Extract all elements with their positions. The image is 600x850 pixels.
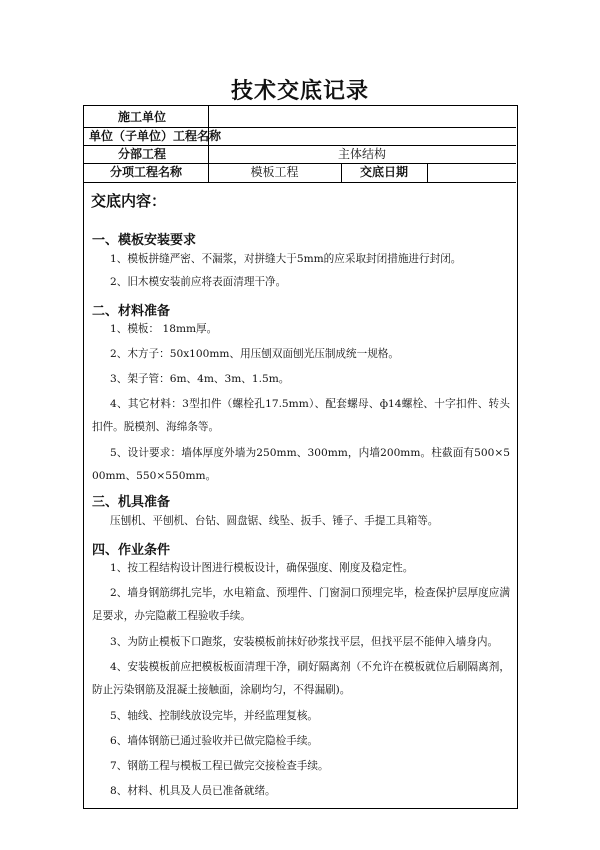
list-item: 5、设计要求：墙体厚度外墙为250mm、300mm，内墙200mm。柱截面有500×500mm、550×550mm。 (92, 447, 510, 482)
list-item: 1、模板拼缝严密、不漏浆，对拼缝大于5mm的应采取封闭措施进行封闭。 (110, 253, 462, 265)
disclosure-date-label: 交底日期 (359, 165, 408, 179)
division-value: 主体结构 (337, 147, 386, 161)
list-item: 7、钢筋工程与模板工程已做完交接检查手续。 (110, 760, 329, 772)
page-title: 技术交底记录 (230, 79, 369, 104)
subitem-value: 模板工程 (250, 165, 299, 179)
list-item: 6、墙体钢筋已通过验收并已做完隐检手续。 (110, 735, 319, 747)
list-item: 2、木方子：50x100mm、用压刨双面刨光压制成统一规格。 (110, 348, 399, 360)
list-item: 5、轴线、控制线放设完毕，并经监理复核。 (110, 710, 319, 722)
list-item: 1、按工程结构设计图进行模板设计，确保强度、刚度及稳定性。 (110, 562, 414, 574)
section-heading: 三、机具准备 (92, 495, 171, 510)
section-heading: 二、材料准备 (92, 304, 171, 319)
list-item: 8、材料、机具及人员已准备就绪。 (110, 785, 276, 797)
list-item: 2、墙身钢筋绑扎完毕，水电箱盒、预埋件、门窗洞口预埋完毕，检查保护层厚度应满足要求，办完隐蔽工程验收手续。 (92, 587, 510, 622)
list-item: 2、旧木模安装前应将表面清理干净。 (110, 276, 287, 288)
header-row-project-name (84, 127, 516, 146)
list-item: 3、架子管：6m、4m、3m、1.5m。 (110, 373, 290, 385)
header-row-subitem (84, 163, 516, 183)
list-item: 4、安装模板前应把模板板面清理干净，刷好隔离剂（不允许在模板就位后刷隔离剂，防止污染钢筋及混凝土接触面，涂刷均匀，不得漏刷)。 (92, 661, 510, 696)
subitem-label: 分项工程名称 (110, 165, 183, 179)
division-label: 分部工程 (118, 147, 167, 161)
divider (208, 106, 209, 127)
divider (427, 163, 428, 182)
construction-unit-label: 施工单位 (118, 110, 167, 124)
section-heading: 四、作业条件 (92, 543, 171, 558)
section-heading: 一、模板安装要求 (92, 233, 197, 248)
record-table (83, 105, 518, 809)
list-item: 1、模板： 18mm厚。 (110, 323, 218, 335)
list-item: 4、其它材料：3型扣件（螺栓孔17.5mm）、配套螺母、ф14螺栓、十字扣件、转头扣件。脱模剂、海绵条等。 (92, 398, 510, 433)
content-heading: 交底内容： (91, 192, 167, 210)
list-item: 压刨机、平刨机、台钻、圆盘锯、线坠、扳手、锤子、手提工具箱等。 (110, 515, 439, 527)
header-row-division (84, 145, 516, 164)
header-row-construction-unit (84, 106, 516, 128)
list-item: 3、为防止模板下口跑浆，安装模板前抹好砂浆找平层，但找平层不能伸入墙身内。 (110, 636, 499, 648)
project-name-label: 单位（子单位）工程名称 (89, 129, 222, 143)
